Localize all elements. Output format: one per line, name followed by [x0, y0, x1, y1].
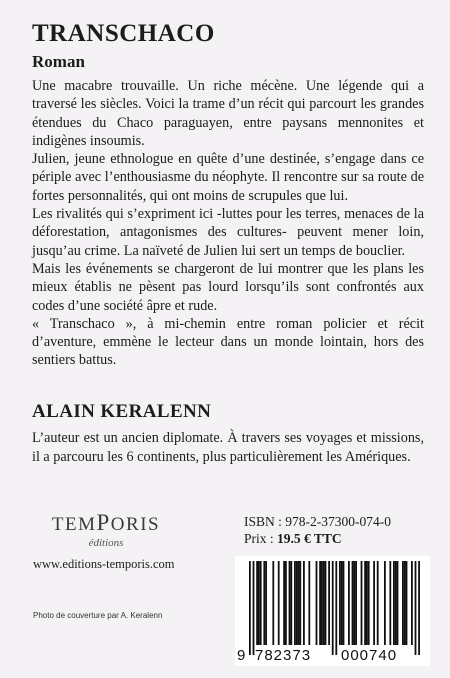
book-title: TRANSCHACO: [32, 20, 215, 47]
logo-prefix: TEM: [51, 514, 97, 535]
publisher-logo: [36, 512, 176, 550]
barcode-bar: [411, 561, 413, 645]
barcode-bar: [364, 561, 366, 645]
barcode-bar: [355, 561, 357, 645]
barcode-bar: [303, 561, 305, 645]
barcode-bar: [393, 561, 395, 645]
barcode-bar: [296, 561, 298, 645]
barcode-bar: [353, 561, 355, 645]
barcode-bar: [278, 561, 280, 645]
barcode-bar: [323, 561, 325, 645]
barcode-bar: [299, 561, 301, 645]
barcode-bar: [258, 561, 260, 645]
barcode-bar: [415, 561, 417, 655]
synopsis-paragraph: Les rivalités qui s’expriment ici -luttes pour les terres, menaces de la déforestation, antagonismes des cultures- peuvent mener loin, jusqu’au crime. La naïveté de Julien lui sert un temps de bouclier.: [32, 206, 424, 259]
barcode-bar: [325, 561, 327, 645]
photo-credit: Photo de couverture par A. Keralenn: [33, 611, 163, 620]
price-line: [244, 530, 342, 548]
barcode-bar: [256, 561, 258, 645]
barcode-bar: [377, 561, 379, 645]
barcode-bar: [341, 561, 343, 645]
author-bio: [32, 429, 424, 467]
book-genre: Roman: [32, 52, 85, 71]
price-value: 19.5 € TTC: [277, 531, 342, 546]
publisher-logo-word: [36, 512, 176, 536]
barcode-bar: [339, 561, 341, 645]
logo-suffix: ORIS: [110, 514, 161, 535]
barcode: [235, 556, 430, 666]
barcode-bar: [389, 561, 391, 645]
synopsis: [32, 77, 424, 370]
barcode-bar: [272, 561, 274, 645]
barcode-bar: [348, 561, 350, 645]
barcode-bar: [335, 561, 337, 655]
barcode-bar: [289, 561, 291, 645]
barcode-bar: [298, 561, 300, 645]
barcode-bar: [361, 561, 363, 645]
barcode-bar: [294, 561, 296, 645]
barcode-bar: [285, 561, 287, 645]
barcode-bar: [384, 561, 386, 645]
barcode-bar: [319, 561, 321, 645]
barcode-bar: [265, 561, 267, 645]
barcode-bar: [263, 561, 265, 645]
barcode-right-group: 000740: [341, 647, 398, 664]
barcode-bar: [343, 561, 345, 645]
publisher-website: www.editions-temporis.com: [33, 557, 175, 571]
synopsis-paragraph: Une macabre trouvaille. Un riche mécène. Une légende qui a traversé les siècles. Voici la trame d’un récit qui parcourt les grandes étendues du Chaco paraguayen, entre paysans mennonites et indigènes insoumis.: [32, 78, 424, 149]
barcode-bar: [395, 561, 397, 645]
barcode-first-digit: 9: [237, 647, 246, 664]
synopsis-paragraph: Mais les événements se chargeront de lui montrer que les plans les mieux établis ne pèsent pas lourd lorsqu’ils sont confrontés aux codes d’une société âpre et rude.: [32, 260, 424, 314]
isbn-line: [244, 513, 391, 531]
isbn-value: 978-2-37300-074-0: [285, 514, 391, 529]
barcode-digits: [235, 648, 430, 664]
barcode-bar: [316, 561, 318, 645]
barcode-bar: [373, 561, 375, 645]
isbn-label: ISBN :: [244, 514, 282, 529]
barcode-bar: [321, 561, 323, 645]
barcode-left-group: 782373: [255, 647, 312, 664]
barcode-bar: [328, 561, 330, 645]
barcode-bar: [406, 561, 408, 645]
barcode-bar: [260, 561, 262, 645]
barcode-bar: [404, 561, 406, 645]
barcode-bar: [249, 561, 251, 655]
barcode-bar: [352, 561, 354, 645]
barcode-bar: [253, 561, 255, 655]
barcode-bar: [290, 561, 292, 645]
logo-middle: P: [96, 510, 111, 535]
synopsis-paragraph: « Transchaco », à mi-chemin entre roman policier et récit d’aventure, emmène le lecteur dans un monde lointain, hors des sentiers battus.: [32, 315, 424, 369]
author-bio-text: L’auteur est un ancien diplomate. À travers ses voyages et missions, il a parcouru les 6 continents, plus particulièrement les Amériques.: [32, 430, 424, 465]
publisher-logo-subtitle: éditions: [88, 537, 124, 549]
synopsis-paragraph: Julien, jeune ethnologue en quête d’une destinée, s’engage dans ce périple avec l’enthousiasme du néophyte. Il rencontre sur sa route de fortes personnalités, qui ont moins de scrupules que lui.: [32, 151, 424, 204]
barcode-bar: [402, 561, 404, 645]
price-label: Prix :: [244, 531, 274, 546]
barcode-bar: [283, 561, 285, 645]
barcode-bar: [308, 561, 310, 645]
barcode-bar: [332, 561, 334, 655]
barcode-bar: [368, 561, 370, 645]
barcode-bar: [418, 561, 420, 655]
barcode-bar: [366, 561, 368, 645]
author-name: ALAIN KERALENN: [32, 401, 212, 422]
barcode-bar: [397, 561, 399, 645]
